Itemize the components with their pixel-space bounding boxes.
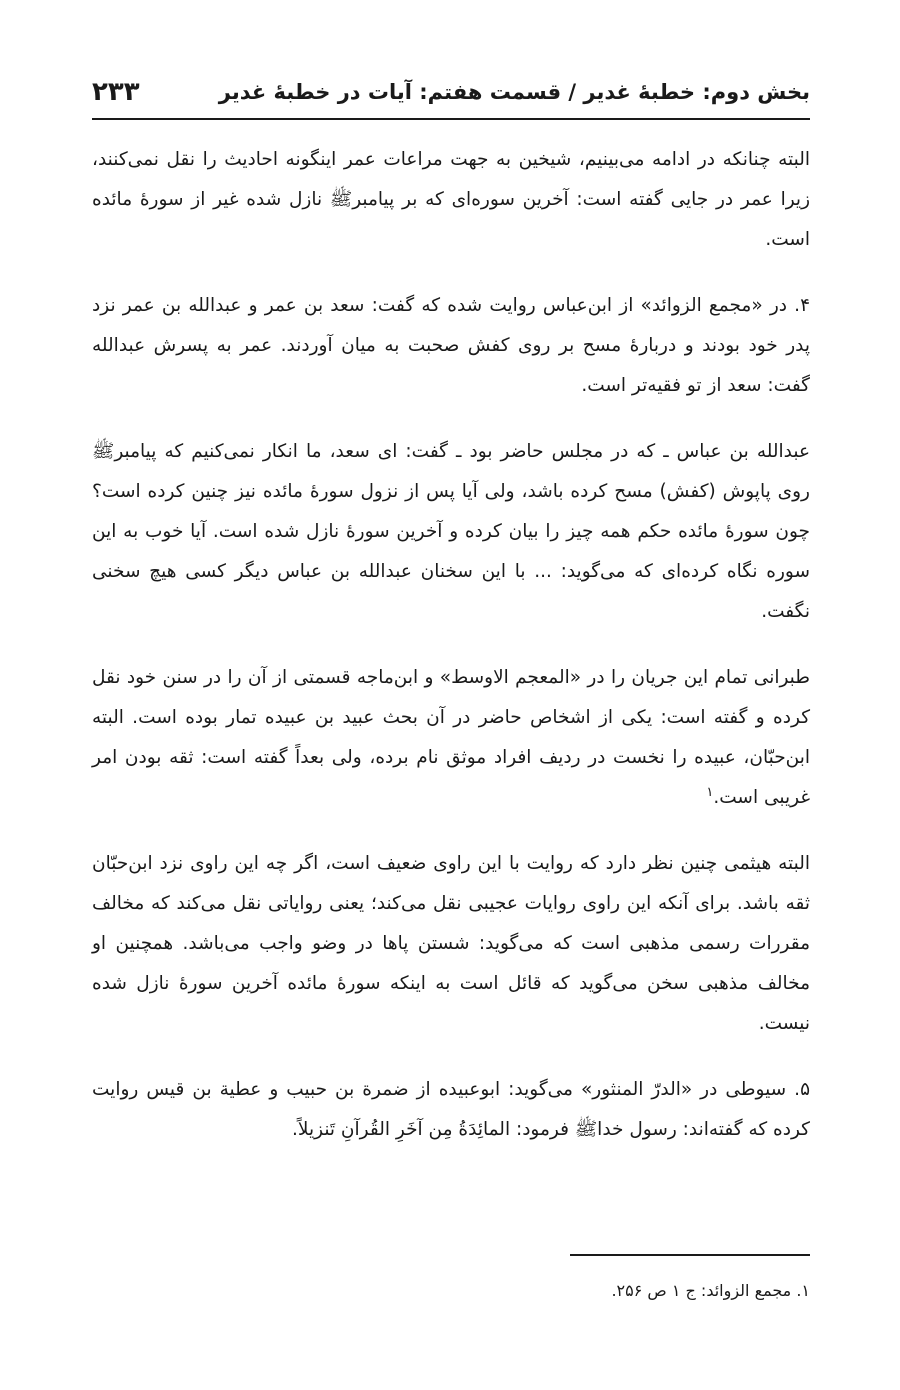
running-title: بخش دوم: خطبهٔ غدیر / قسمت هفتم: آیات در خطبهٔ غدیر bbox=[218, 80, 810, 104]
paragraph-3: عبدالله بن عباس ـ که در مجلس حاضر بود ـ گفت: ای سعد، ما انکار نمی‌کنیم که پیامبرﷺ روی پاپوش (کفش) مسح کرده باشد، ولی آیا پس از نزول سورهٔ مائده نیز چنین کرده است؟ چون سورهٔ مائده حکم همه چیز را بیان کرده و آخرین سورهٔ نازل شده است. آیا خوب به این سوره نگاه کرده‌ای که می‌گوید: ... با این سخنان عبدالله بن عباس دیگر کسی هیچ سخنی نگفت. bbox=[92, 441, 810, 622]
paragraph-1: البته چنانکه در ادامه می‌بینیم، شیخین به جهت مراعات عمر اینگونه احادیث را نقل نمی‌کنند، زیرا عمر در جایی گفته است: آخرین سوره‌ای که بر پیامبرﷺ نازل شده غیر از سورهٔ مائده است. bbox=[92, 149, 810, 250]
paragraph-4 bbox=[92, 658, 810, 818]
body-text bbox=[92, 140, 810, 1176]
footnote-divider bbox=[570, 1254, 810, 1256]
paragraph-4-text: طبرانی تمام این جریان را در «المعجم الاوسط» و ابن‌ماجه قسمتی از آن را در سنن خود نقل کرده و گفته است: یکی از اشخاص حاضر در آن بحث عبید بن عبیده تمار بوده است. البته ابن‌حبّان، عبیده را نخست در ردیف افراد موثق نام برده، ولی بعداً گفته است: ثقه بودن امر غریبی است. bbox=[92, 667, 810, 808]
paragraph-2: ۴. در «مجمع الزوائد» از ابن‌عباس روایت شده که گفت: سعد بن عمر و عبدالله بن عمر نزد پدر خود بودند و دربارهٔ مسح بر روی کفش صحبت به میان آوردند. عمر به پسرش عبدالله گفت: سعد از تو فقیه‌تر است. bbox=[92, 295, 810, 396]
page-header bbox=[92, 70, 810, 114]
footnote: ۱. مجمع الزوائد: ج ۱ ص ۲۵۶. bbox=[611, 1281, 810, 1300]
page-number: ۲۳۳ bbox=[92, 77, 140, 107]
header-divider bbox=[92, 118, 810, 120]
paragraph-6: ۵. سیوطی در «الدرّ المنثور» می‌گوید: ابوعبیده از ضمرة بن حبیب و عطیة بن قیس روایت کرده که گفته‌اند: رسول خداﷺ فرمود: المائِدَةُ مِن آخَرِ القُرآنِ تَنزیلاً. bbox=[92, 1079, 810, 1140]
paragraph-5: البته هیثمی چنین نظر دارد که روایت با این راوی ضعیف است، اگر چه این راوی نزد ابن‌حبّان ثقه باشد. برای آنکه این راوی روایات عجیبی نقل می‌کند؛ یعنی روایاتی نقل می‌کند که مخالف مقررات رسمی مذهبی است که می‌گوید: شستن پاها در وضو واجب می‌باشد. همچنین او مخالف مذهبی سخن می‌گوید که قائل است به اینکه سورهٔ مائده آخرین سورهٔ نازل شده نیست. bbox=[92, 853, 810, 1034]
footnote-marker: ۱ bbox=[706, 784, 714, 800]
